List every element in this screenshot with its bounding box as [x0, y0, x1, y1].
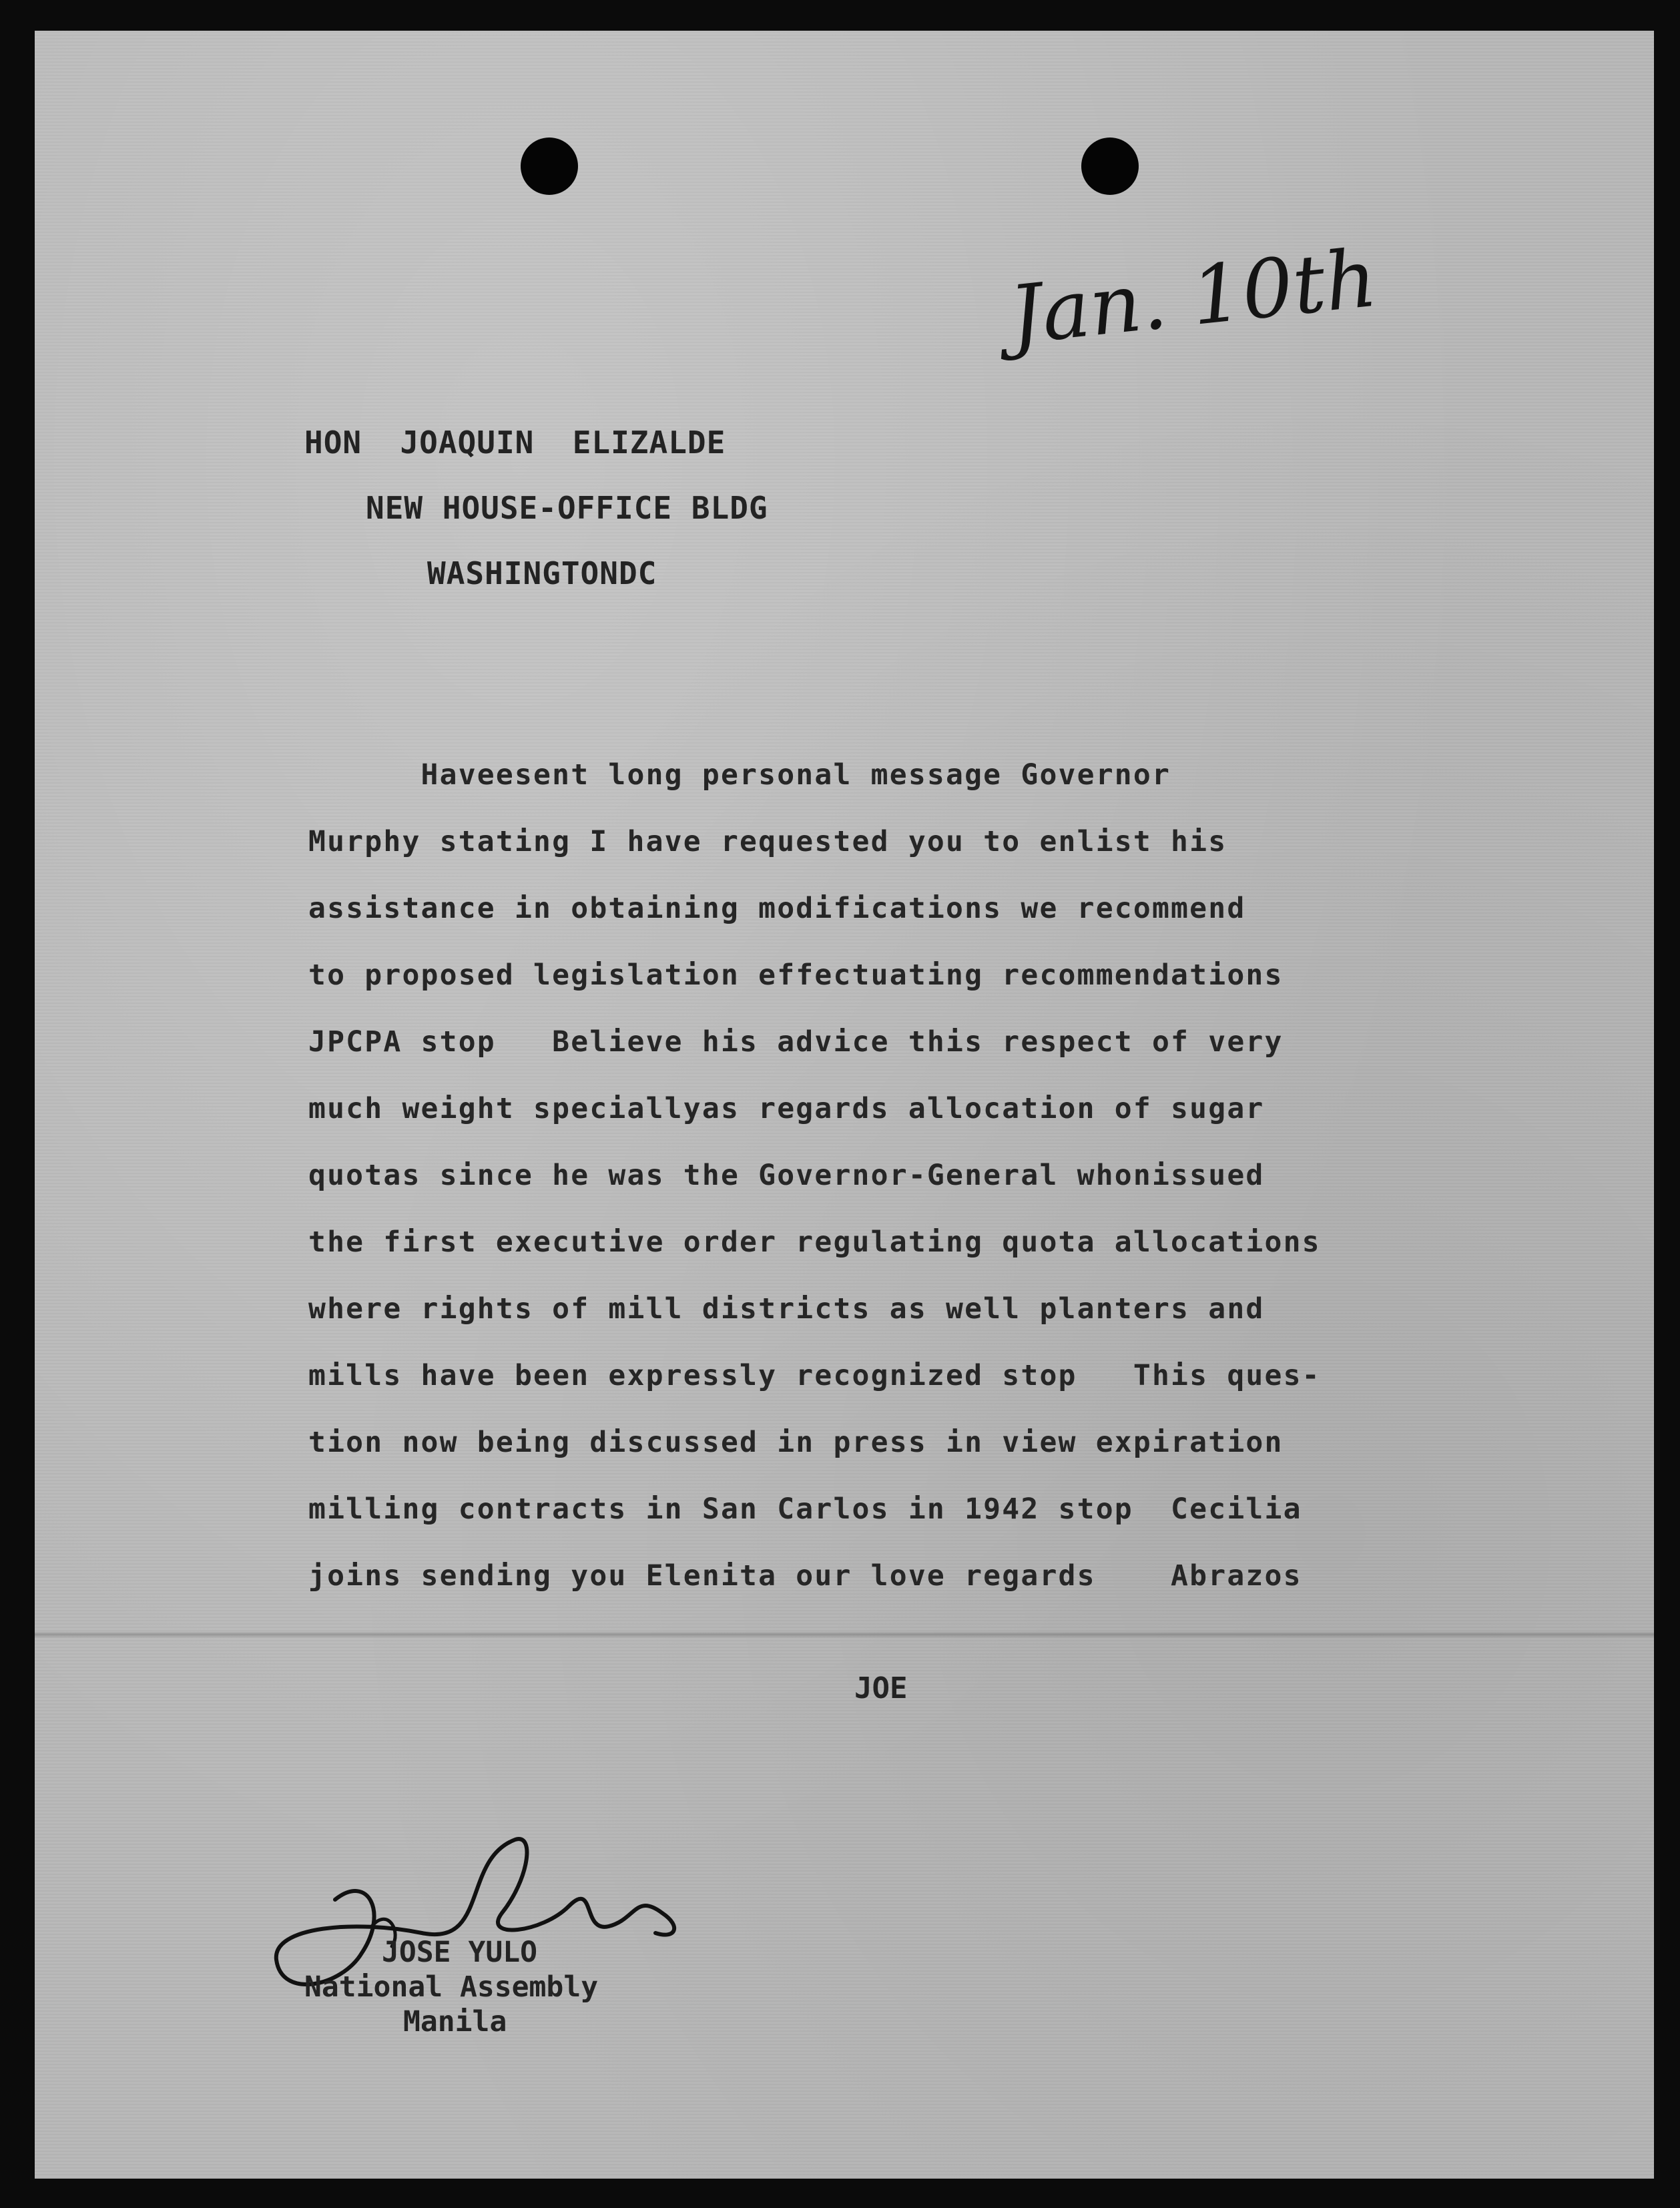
message-line: to proposed legislation effectuating recommendations	[308, 958, 1284, 992]
paper-fold	[35, 1631, 1654, 1638]
punch-hole-right	[1081, 137, 1139, 195]
addressee-building: NEW HOUSE-OFFICE BLDG	[366, 490, 768, 526]
closing-name: JOE	[854, 1671, 908, 1705]
addressee-city: WASHINGTONDC	[427, 555, 657, 591]
message-line: mills have been expressly recognized stop This ques-	[308, 1359, 1321, 1392]
message-line: Murphy stating I have requested you to enlist his	[308, 825, 1227, 858]
document-page	[35, 31, 1654, 2179]
message-line: assistance in obtaining modifications we recommend	[308, 892, 1246, 925]
signatory-title: National Assembly	[304, 1970, 599, 2004]
message-line: Haveesent long personal message Governor	[308, 758, 1171, 792]
handwritten-date: Jan. 10th	[1005, 232, 1382, 363]
message-line: milling contracts in San Carlos in 1942 stop Cecilia	[308, 1492, 1302, 1526]
addressee-name: HON JOAQUIN ELIZALDE	[304, 425, 726, 461]
handwritten-signature	[235, 1800, 716, 2040]
message-line: much weight speciallyas regards allocation of sugar	[308, 1092, 1265, 1125]
punch-hole-left	[521, 137, 578, 195]
message-line: JPCPA stop Believe his advice this respect of very	[308, 1025, 1284, 1059]
message-line: the first executive order regulating quota allocations	[308, 1225, 1321, 1259]
signatory-place: Manila	[403, 2005, 507, 2038]
message-line: joins sending you Elenita our love regards Abrazos	[308, 1559, 1302, 1593]
message-line: tion now being discussed in press in view expiration	[308, 1426, 1284, 1459]
message-line: quotas since he was the Governor-General whonissued	[308, 1159, 1265, 1192]
signatory-name: JOSE YULO	[382, 1936, 537, 1969]
message-line: where rights of mill districts as well planters and	[308, 1292, 1265, 1326]
